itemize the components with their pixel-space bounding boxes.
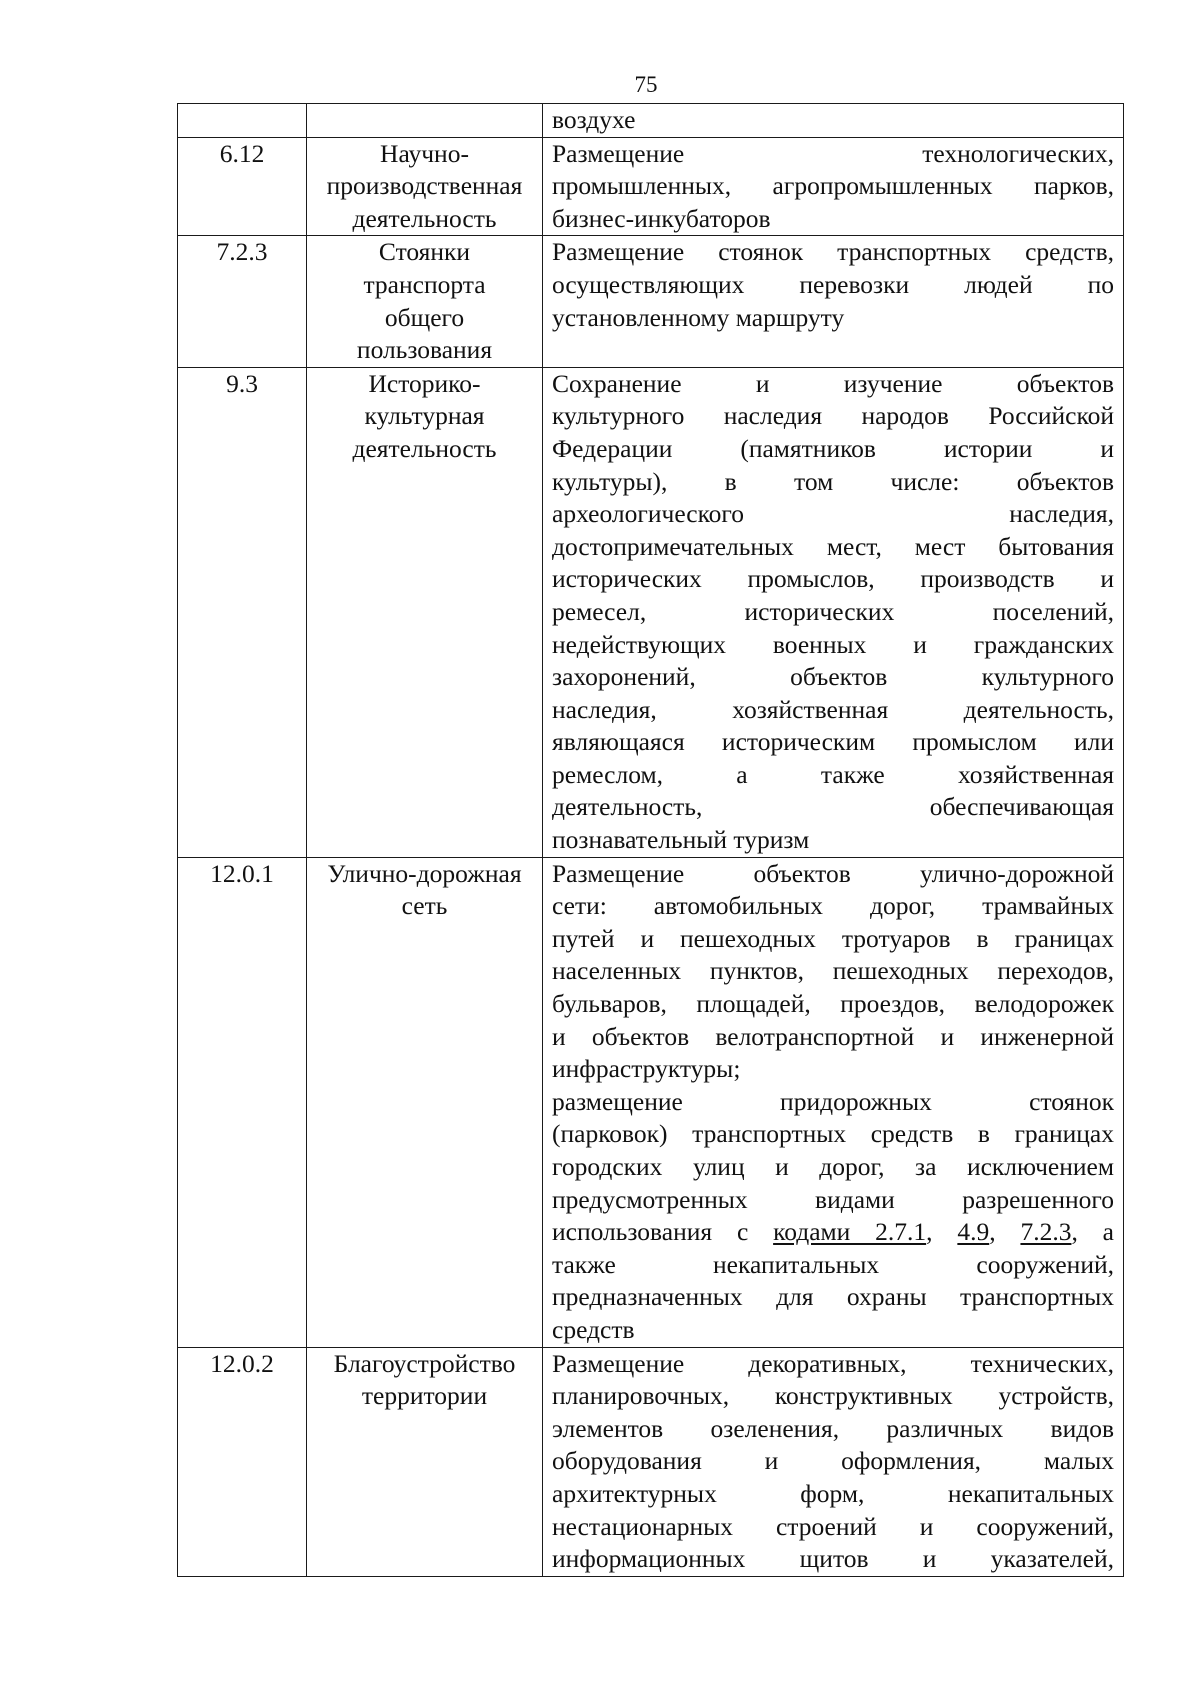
description-line: достопримечательных мест, мест бытования [552,531,1114,561]
description-line: населенных пунктов, пешеходных переходов, [552,956,1114,986]
description-line: Размещение стоянок транспортных средств, [552,237,1114,267]
description-line: Федерации (памятников истории и [552,433,1114,463]
name-line: Стоянки [378,237,471,267]
description-cell [543,1347,1124,1576]
description-line: осуществляющих перевозки людей по [552,269,1114,299]
description-line: ремесел, исторических поселений, [552,596,1114,626]
land-use-table [177,103,1124,1577]
description-line: также некапитальных сооружений, [552,1249,1114,1279]
description-line: Сохранение и изучение объектов [552,368,1114,398]
description-line: инфраструктуры; [552,1054,741,1084]
description-line: сети: автомобильных дорог, трамвайных [552,891,1114,921]
description-line: путей и пешеходных тротуаров в границах [552,923,1114,953]
code-cell: 12.0.2 [178,1347,307,1576]
description-cell [543,857,1124,1347]
description-line: планировочных, конструктивных устройств, [552,1381,1114,1411]
code-cell [178,104,307,138]
description-line: наследия, хозяйственная деятельность, [552,694,1114,724]
description-line: нестационарных строений и сооружений, [552,1511,1114,1541]
description-line: воздухе [552,105,636,134]
description-line: ремеслом, а также хозяйственная [552,759,1114,789]
description-line: культурного наследия народов Российской [552,401,1114,431]
name-cell [307,104,543,138]
description-cell [543,104,1124,138]
description-line: культуры), в том числе: объектов [552,466,1114,496]
name-line: общего [384,302,465,332]
description-line: Размещение декоративных, технических, [552,1348,1114,1378]
description-line: элементов озеленения, различных видов [552,1413,1114,1443]
description-line: познавательный туризм [552,825,810,855]
name-line: сеть [401,891,448,921]
code-reference: кодами 2.7.1 [773,1217,927,1247]
table-body [178,104,1124,1577]
description-line: бульваров, площадей, проездов, велодорожек [552,989,1114,1019]
code-cell: 7.2.3 [178,236,307,367]
description-line: Размещение объектов улично-дорожной [552,858,1114,888]
description-cell [543,367,1124,857]
code-cell: 12.0.1 [178,857,307,1347]
description-line: недействующих военных и гражданских [552,629,1114,659]
description-line: установленному маршруту [552,302,845,332]
description-line: городских улиц и дорог, за исключением [552,1152,1114,1181]
table-row [178,236,1124,367]
description-line: бизнес-инкубаторов [552,203,771,233]
page-number: 75 [634,72,658,97]
code-reference: 7.2.3 [1020,1217,1072,1247]
name-cell [307,236,543,367]
description-line: являющаяся историческим промыслом или [552,727,1114,757]
table-row [178,104,1124,138]
description-line: использования с кодами 2.7.1, 4.9, 7.2.3, а [552,1217,1114,1247]
name-line: культурная [364,401,485,431]
description-line: средств [552,1314,635,1344]
table-row [178,1347,1124,1576]
name-line: Научно- [380,138,469,168]
description-line: захоронений, объектов культурного [552,662,1114,692]
name-line: Улично-дорожная [327,858,522,888]
description-line: исторических промыслов, производств и [552,564,1114,594]
name-line: территории [361,1381,488,1411]
name-line: Историко- [368,368,481,398]
code-cell: 6.12 [178,137,307,236]
name-cell [307,1347,543,1576]
table-row [178,857,1124,1347]
description-cell [543,236,1124,367]
name-line: производственная [326,171,523,201]
description-line: Размещение технологических, [552,138,1114,168]
table-row [178,137,1124,236]
description-cell [543,137,1124,236]
description-line: архитектурных форм, некапитальных [552,1478,1114,1508]
name-cell [307,137,543,236]
name-line: транспорта [363,269,486,299]
description-line: предусмотренных видами разрешенного [552,1184,1114,1214]
description-line: деятельность, обеспечивающая [552,792,1114,822]
name-cell [307,857,543,1347]
name-line: деятельность [352,203,497,233]
description-line: оборудования и оформления, малых [552,1446,1114,1476]
name-line: деятельность [352,433,497,463]
name-line: Благоустройство [333,1348,516,1378]
code-reference: 4.9 [957,1217,990,1247]
description-line: предназначенных для охраны транспортных [552,1282,1114,1312]
description-line: информационных щитов и указателей, [552,1544,1114,1574]
table-row [178,367,1124,857]
description-line: и объектов велотранспортной и инженерной [552,1021,1114,1051]
name-cell [307,367,543,857]
description-line: размещение придорожных стоянок [552,1086,1114,1116]
name-line: пользования [356,335,493,365]
description-line: археологического наследия, [552,499,1114,529]
description-line: промышленных, агропромышленных парков, [552,171,1114,201]
description-line: (парковок) транспортных средств в границах [552,1119,1114,1149]
code-cell: 9.3 [178,367,307,857]
